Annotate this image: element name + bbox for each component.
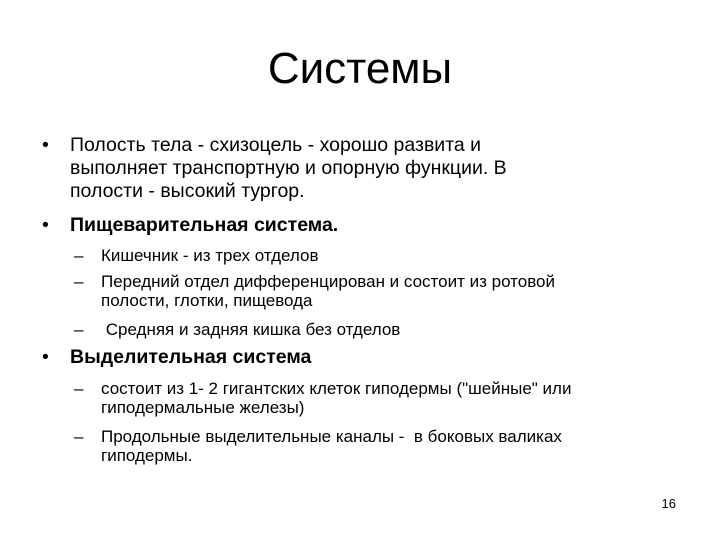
dash-mark: – xyxy=(74,272,84,291)
sub-bullet-text xyxy=(101,320,400,339)
bullet-line: выполняет транспортную и опорную функции. В xyxy=(70,157,507,179)
bullet-text xyxy=(70,346,311,369)
sub-bullet-line: состоит из 1- 2 гигантских клеток гиподермы ("шейные" или xyxy=(101,379,572,398)
dash-mark: – xyxy=(74,246,84,265)
sub-bullet-line: Кишечник - из трех отделов xyxy=(101,246,319,265)
sub-bullet-text xyxy=(101,246,318,265)
sub-bullet-text xyxy=(101,427,562,465)
bullet-mark: • xyxy=(42,134,49,156)
page-number: 16 xyxy=(661,496,676,511)
slide-title: Системы xyxy=(267,44,453,93)
sub-bullet-line: гиподермы. xyxy=(101,446,193,465)
dash-mark: – xyxy=(74,379,84,398)
bullet-text xyxy=(70,134,507,203)
bullet-line: полости - высокий тургор. xyxy=(70,180,305,202)
bullet-line: Выделительная система xyxy=(70,346,312,368)
sub-bullet-line: полости, глотки, пищевода xyxy=(101,291,313,310)
sub-bullet-text xyxy=(101,272,555,310)
sub-bullet-text xyxy=(101,379,571,417)
bullet-line: Пищеварительная система. xyxy=(70,214,339,236)
dash-mark: – xyxy=(74,427,84,446)
sub-bullet-line: Средняя и задняя кишка без отделов xyxy=(101,320,401,339)
dash-mark: – xyxy=(74,320,84,339)
sub-bullet-line: Продольные выделительные каналы - в боковых валиках xyxy=(101,427,562,446)
sub-bullet-line: Передний отдел дифференцирован и состоит из ротовой xyxy=(101,272,555,291)
bullet-mark: • xyxy=(42,346,49,368)
bullet-mark: • xyxy=(42,214,49,236)
sub-bullet-line: гиподермальные железы) xyxy=(101,398,305,417)
bullet-text xyxy=(70,214,338,237)
bullet-line: Полость тела - схизоцель - хорошо развита и xyxy=(70,134,482,156)
